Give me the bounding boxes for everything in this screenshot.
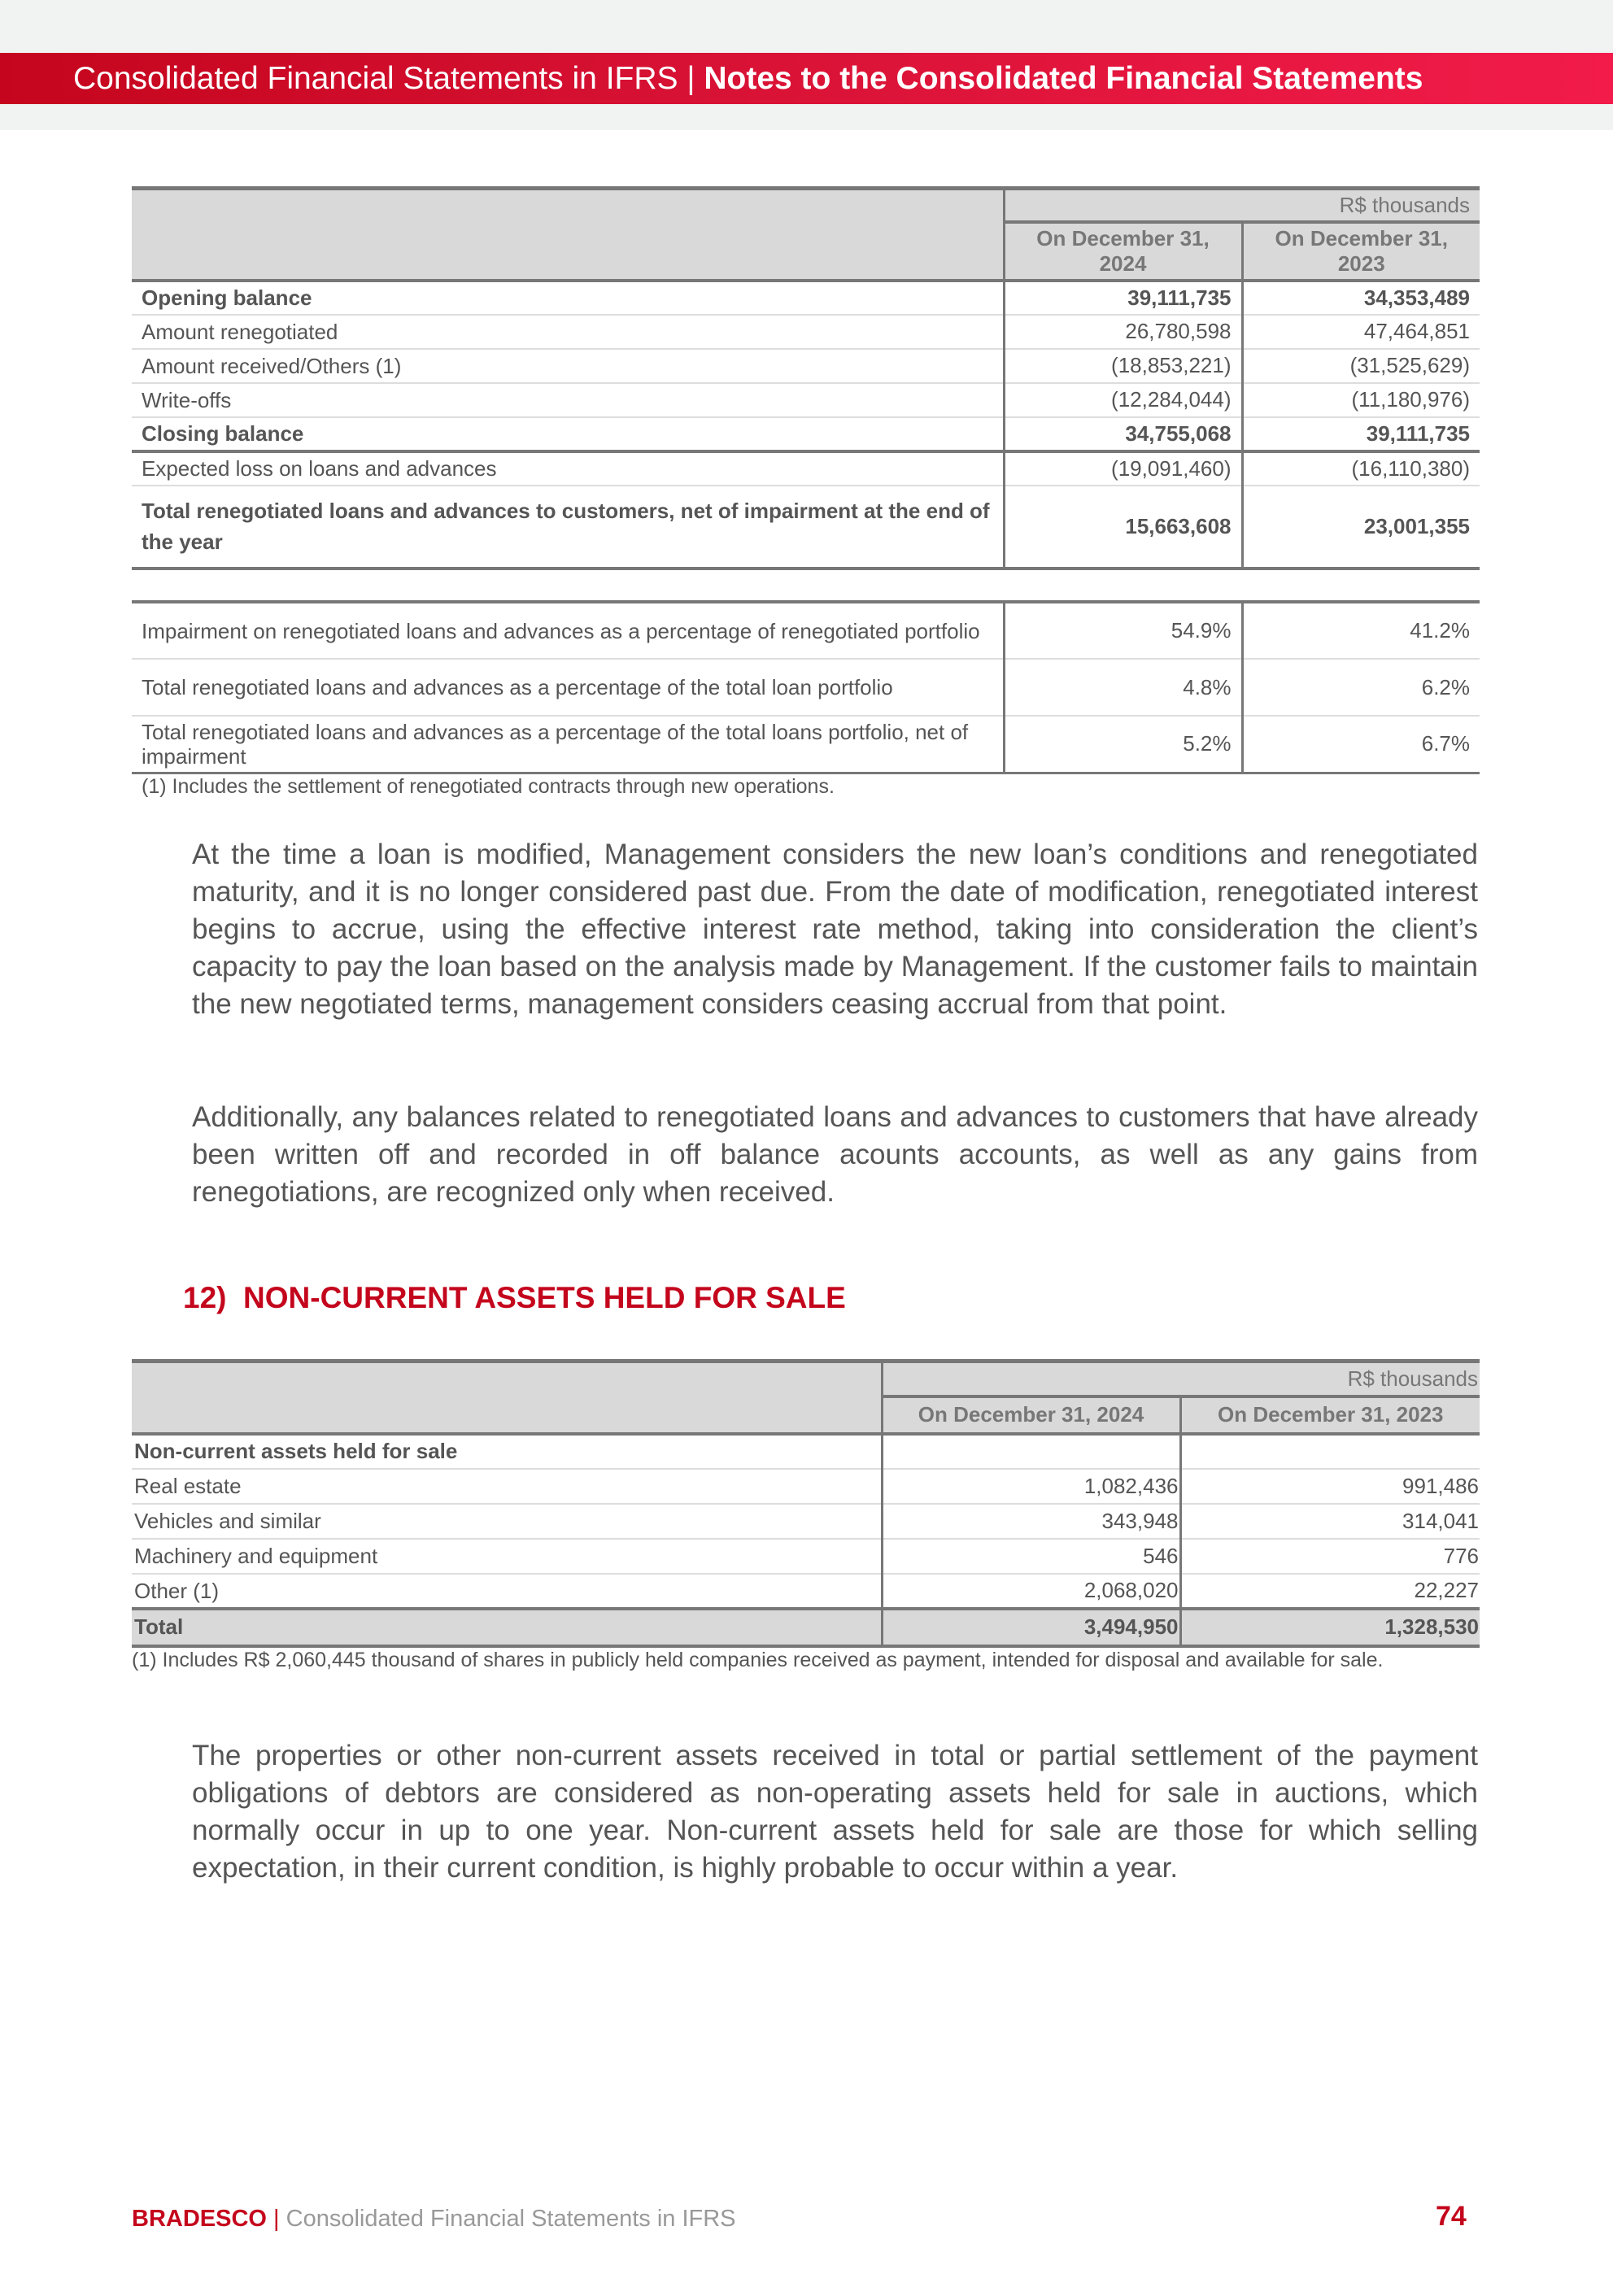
row-label: Opening balance <box>132 281 1004 315</box>
total-2024: 3,494,950 <box>882 1609 1180 1646</box>
row-label: Total renegotiated loans and advances as a percentage of the total loan portfolio <box>132 659 1004 716</box>
value-2024: 15,663,608 <box>1004 486 1242 569</box>
value-2023: 23,001,355 <box>1242 486 1480 569</box>
value-2023: (11,180,976) <box>1242 383 1480 417</box>
unit-label: R$ thousands <box>1004 189 1480 222</box>
value-2023: (16,110,380) <box>1242 451 1480 486</box>
value-2024: 39,111,735 <box>1004 281 1242 315</box>
value-2024: 54.9% <box>1004 602 1242 659</box>
value-2023: 314,041 <box>1180 1504 1480 1539</box>
header-title: Notes to the Consolidated Financial Statements <box>704 61 1423 96</box>
table-row <box>132 602 1480 659</box>
row-label: Closing balance <box>132 417 1004 451</box>
table-row <box>132 1469 1480 1504</box>
table-row <box>132 486 1480 569</box>
table2-footnote: (1) Includes the settlement of renegotiated contracts through new operations. <box>142 775 835 798</box>
value-2023: 34,353,489 <box>1242 281 1480 315</box>
row-label: Expected loss on loans and advances <box>132 451 1004 486</box>
footer-text: Consolidated Financial Statements in IFRS <box>286 2206 736 2232</box>
value-2024: 546 <box>882 1539 1180 1574</box>
value-2023: 22,227 <box>1180 1574 1480 1609</box>
value-2024: 5.2% <box>1004 716 1242 773</box>
value-2023: 39,111,735 <box>1242 417 1480 451</box>
value-2024: (18,853,221) <box>1004 349 1242 383</box>
footer-separator: | <box>266 2206 286 2232</box>
renegotiated-loans-table <box>132 186 1480 570</box>
table-row <box>132 1574 1480 1609</box>
assets-held-for-sale-table <box>132 1359 1480 1648</box>
value-2024: (19,091,460) <box>1004 451 1242 486</box>
row-label: Amount received/Others (1) <box>132 349 1004 383</box>
value-2023: 776 <box>1180 1539 1480 1574</box>
paragraph-3: The properties or other non-current assets received in total or partial settlement of the payment obligations of debtors are considered as non-operating assets held for sale in auctions, which normally occur in up to one year. Non-current assets held for sale are those for which selling expectation, in their current condition, is highly probable to occur within a year. <box>192 1740 1478 1884</box>
row-label: Other (1) <box>132 1574 882 1609</box>
page-number: 74 <box>1436 2201 1467 2232</box>
row-label: Machinery and equipment <box>132 1539 882 1574</box>
value-2024: 343,948 <box>882 1504 1180 1539</box>
renegotiated-ratios-table <box>132 600 1480 774</box>
group-label: Non-current assets held for sale <box>132 1434 882 1469</box>
value-2024: 1,082,436 <box>882 1469 1180 1504</box>
row-label: Impairment on renegotiated loans and advances as a percentage of renegotiated portfolio <box>132 602 1004 659</box>
value-2023: 47,464,851 <box>1242 315 1480 349</box>
value-2023: 6.7% <box>1242 716 1480 773</box>
header-section: Consolidated Financial Statements in IFRS <box>73 61 678 96</box>
table3-footnote: (1) Includes R$ 2,060,445 thousand of shares in publicly held companies received as payment, intended for disposal and available for sale. <box>132 1649 1384 1671</box>
table-row <box>132 659 1480 716</box>
table-row <box>132 417 1480 451</box>
table-row <box>132 1539 1480 1574</box>
col-header-2024: On December 31, 2024 <box>882 1396 1180 1434</box>
row-label: Real estate <box>132 1469 882 1504</box>
col-header-2024: On December 31, 2024 <box>1004 222 1242 281</box>
table-row <box>132 451 1480 486</box>
paragraph-2: Additionally, any balances related to renegotiated loans and advances to customers that have already been written off and recorded in off balance acounts accounts, as well as any gains from renegotiations, are recognized only when received. <box>192 1101 1478 1208</box>
value-2024: (12,284,044) <box>1004 383 1242 417</box>
table-row <box>132 383 1480 417</box>
footer <box>132 2206 736 2233</box>
row-label: Total renegotiated loans and advances to customers, net of impairment at the end of the year <box>132 486 1004 569</box>
header-banner <box>0 53 1613 104</box>
value-2023: (31,525,629) <box>1242 349 1480 383</box>
value-2024: 4.8% <box>1004 659 1242 716</box>
section-title: NON-CURRENT ASSETS HELD FOR SALE <box>243 1281 846 1314</box>
row-label: Total renegotiated loans and advances as a percentage of the total loans portfolio, net of impairment <box>132 716 1004 773</box>
table-row <box>132 1504 1480 1539</box>
row-label: Vehicles and similar <box>132 1504 882 1539</box>
value-2023: 6.2% <box>1242 659 1480 716</box>
value-2024: 34,755,068 <box>1004 417 1242 451</box>
total-label: Total <box>132 1609 882 1646</box>
footer-brand: BRADESCO <box>132 2206 267 2232</box>
header-separator: | <box>678 61 704 96</box>
value-2023: 41.2% <box>1242 602 1480 659</box>
table-row <box>132 315 1480 349</box>
paragraph-1: At the time a loan is modified, Management considers the new loan’s conditions and renegotiated maturity, and it is no longer considered past due. From the date of modification, renegotiated interest begins to accrue, using the effective interest rate method, taking into consideration the client’s capacity to pay the loan based on the analysis made by Management. If the customer fails to maintain the new negotiated terms, management considers ceasing accrual from that point. <box>192 839 1478 1020</box>
table-row <box>132 716 1480 773</box>
unit-label: R$ thousands <box>882 1361 1480 1396</box>
section-number: 12) <box>183 1281 227 1314</box>
value-2024: 2,068,020 <box>882 1574 1180 1609</box>
row-label: Amount renegotiated <box>132 315 1004 349</box>
section-heading <box>183 1281 846 1315</box>
table-row <box>132 349 1480 383</box>
value-2023: 991,486 <box>1180 1469 1480 1504</box>
row-label: Write-offs <box>132 383 1004 417</box>
total-2023: 1,328,530 <box>1384 1614 1480 1639</box>
table-row <box>132 281 1480 315</box>
col-header-2023: On December 31, 2023 <box>1180 1396 1480 1434</box>
col-header-2023: On December 31, 2023 <box>1275 225 1448 276</box>
value-2024: 26,780,598 <box>1004 315 1242 349</box>
